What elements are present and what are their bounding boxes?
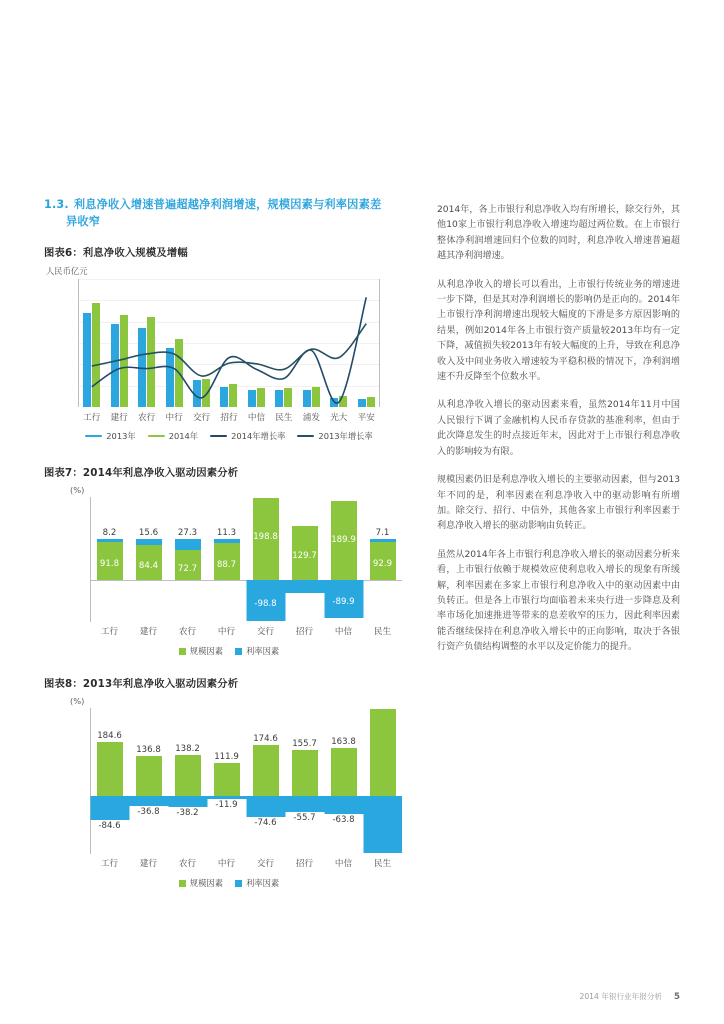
value-label-scale: 111.9 <box>214 751 239 762</box>
positive-stack <box>292 750 318 795</box>
value-label-rate: -98.8 <box>254 598 277 609</box>
figure6-x-axis-labels <box>78 411 380 423</box>
x-axis-label: 招行 <box>220 413 238 423</box>
left-column <box>44 196 414 889</box>
x-axis-label: 农行 <box>178 627 197 637</box>
x-axis-label: 建行 <box>139 627 158 637</box>
scale-factor-segment <box>292 750 318 795</box>
x-axis-label: 建行 <box>110 413 128 423</box>
x-axis-label: 工行 <box>100 627 119 637</box>
legend-label: 2014年 <box>168 431 199 441</box>
legend-swatch-line-icon <box>148 435 165 437</box>
growth-rate-lines <box>78 279 380 407</box>
value-label-rate: -38.2 <box>176 807 199 818</box>
stacked-bar-column <box>246 708 285 854</box>
x-axis-label: 光大 <box>330 413 348 423</box>
legend-label: 利率因素 <box>246 878 280 888</box>
x-axis-label: 农行 <box>178 859 197 869</box>
positive-stack <box>175 755 201 795</box>
x-axis-label: 民生 <box>373 859 392 869</box>
value-label-scale: 129.7 <box>292 550 317 561</box>
x-axis-label: 交行 <box>192 413 211 423</box>
figure8-title: 图表8：2013年利息净收入驱动因素分析 <box>44 678 239 690</box>
stacked-bar-column <box>363 708 402 854</box>
figure6-legend <box>44 430 414 442</box>
value-label-scale: 72.7 <box>177 563 198 574</box>
figure6-title: 图表6：利息净收入规模及增幅 <box>44 247 188 259</box>
value-label-rate: 7.1 <box>375 527 390 538</box>
legend-label: 2013年 <box>106 431 136 441</box>
rate-factor-segment <box>285 580 324 592</box>
stacked-bar-column <box>207 497 246 622</box>
positive-stack <box>175 539 201 581</box>
legend-item <box>210 430 285 442</box>
scale-factor-segment <box>253 745 279 796</box>
legend-label: 规模因素 <box>189 878 223 888</box>
section-heading <box>44 196 414 230</box>
legend-swatch-line-icon <box>297 435 314 437</box>
scale-factor-segment <box>331 748 357 796</box>
x-axis-label: 民生 <box>373 627 392 637</box>
footer-text: 2014 年银行业年报分析 <box>579 992 663 1001</box>
stacked-bar-column <box>129 497 168 622</box>
line-series <box>92 297 367 403</box>
body-paragraph: 从利息净收入增长的驱动因素来看，虽然2014年11月中国人民银行下调了金融机构人民币存贷款的基准利率，但由于此次降息发生的时点接近年末，因此对于上市银行利息净收入的影响较为有限。 <box>437 400 680 457</box>
legend-item <box>235 645 279 657</box>
rate-factor-segment <box>207 796 246 799</box>
positive-stack <box>331 748 357 796</box>
value-label-rate: -29.7 <box>293 593 316 604</box>
rate-factor-segment <box>363 796 402 853</box>
value-label-rate: -63.8 <box>332 815 355 826</box>
stacked-bar-column <box>129 708 168 854</box>
positive-stack <box>136 756 162 796</box>
positive-stack <box>370 709 396 796</box>
x-axis-label: 招行 <box>295 627 314 637</box>
value-label-scale: 184.6 <box>97 730 122 741</box>
stacked-bar-column <box>168 708 207 854</box>
rate-factor-segment <box>246 796 285 818</box>
legend-item <box>235 877 279 889</box>
legend-swatch-box-icon <box>179 880 186 887</box>
body-paragraph: 虽然从2014年各上市银行利息净收入增长的驱动因素分析来看，上市银行依赖于规模效应使利息收入增长的现象有所缓解，利率因素在多家上市银行利息净收入中的驱动因素中由负转正。但是各上市银行均面临着未来央行进一步降息及利率市场化加速推进等带来的息差收窄的压力，因此利率因素能否继续保持在利息净收入增长中的正向影响，取决于各银行资产负债结构调整的水平以及定价能力的提升。 <box>437 549 680 653</box>
figure8-unit-label: (%) <box>70 696 85 706</box>
legend-swatch-box-icon <box>235 880 242 887</box>
section-title-line2: 异收窄 <box>66 215 101 228</box>
value-label-scale: 174.6 <box>253 733 278 744</box>
value-label-scale: 163.8 <box>331 736 356 747</box>
x-axis-label: 工行 <box>83 413 101 423</box>
scale-factor-segment <box>175 755 201 795</box>
x-axis-label: 浦发 <box>302 413 320 423</box>
x-axis-label: 中行 <box>165 413 183 423</box>
value-label-rate: 15.6 <box>138 527 159 538</box>
x-axis-label: 招行 <box>295 859 314 869</box>
figure6-plot-area <box>78 279 380 407</box>
positive-stack <box>136 539 162 581</box>
x-axis-label: 建行 <box>139 859 158 869</box>
legend-label: 2014年增长率 <box>231 431 286 441</box>
value-label-rate: -84.6 <box>98 821 121 832</box>
x-axis-label: 民生 <box>275 413 293 423</box>
value-label-scale: 189.9 <box>331 535 356 546</box>
figure7-legend <box>44 645 414 657</box>
figure7-unit-label: (%) <box>70 485 85 495</box>
stacked-bar-column <box>324 497 363 622</box>
legend-item <box>179 645 223 657</box>
x-axis-label: 中行 <box>217 859 236 869</box>
stacked-bar-column <box>90 708 129 854</box>
scale-factor-segment <box>214 763 240 796</box>
scale-factor-segment <box>136 756 162 796</box>
value-label-rate: -36.8 <box>137 807 160 818</box>
figure7-chart <box>44 497 414 657</box>
scale-factor-segment <box>97 742 123 796</box>
legend-item <box>148 430 198 442</box>
value-label-rate: -89.9 <box>332 597 355 608</box>
figure7-x-axis-labels <box>90 625 402 637</box>
stacked-bar-column <box>90 497 129 622</box>
figure8-chart <box>44 708 414 889</box>
x-axis-label: 中信 <box>334 859 353 869</box>
figure6-unit-label: 人民币亿元 <box>46 266 88 276</box>
value-label-scale: 198.8 <box>253 531 278 542</box>
figure7-title: 图表7：2014年利息净收入驱动因素分析 <box>44 467 239 479</box>
body-paragraph: 规模因素仍旧是利息净收入增长的主要驱动因素，但与2013年不同的是，利率因素在利息净收入中的驱动影响有所增加。除交行、招行、中信外，其他各家上市银行利率因素于利息净收入增长的驱动影响由负转正。 <box>437 475 680 532</box>
x-axis-label: 中信 <box>334 627 353 637</box>
value-label-scale: 92.9 <box>372 559 393 570</box>
stacked-bar-column <box>246 497 285 622</box>
x-axis-label: 农行 <box>138 413 156 423</box>
x-axis-label: 平安 <box>357 413 375 423</box>
legend-label: 利率因素 <box>246 646 280 656</box>
value-label-rate: 8.2 <box>102 527 117 538</box>
rate-factor-segment <box>168 796 207 807</box>
figure8-legend <box>44 877 414 889</box>
legend-swatch-box-icon <box>179 648 186 655</box>
page-footer <box>580 991 680 1002</box>
legend-swatch-line-icon <box>210 435 227 437</box>
x-axis-label: 中信 <box>247 413 266 423</box>
body-paragraph: 2014年，各上市银行利息净收入均有所增长，除交行外，其他10家上市银行利息净收入增速均超过两位数。在上市银行整体净利润增速回归个位数的同时，利息净收入增速普遍超越其净利润增速。 <box>437 205 680 262</box>
legend-item <box>85 430 135 442</box>
x-axis-label: 工行 <box>100 859 119 869</box>
value-label-scale: 136.8 <box>136 744 161 755</box>
legend-label: 2013年增长率 <box>318 431 373 441</box>
stacked-bar-column <box>363 497 402 622</box>
rate-factor-segment <box>175 539 201 550</box>
figure8-x-axis-labels <box>90 857 402 869</box>
x-axis-label: 交行 <box>256 627 275 637</box>
body-paragraph: 从利息净收入的增长可以看出，上市银行传统业务的增速进一步下降，但是其对净利润增长的影响仍是正向的。2014年上市银行净利润增速出现较大幅度的下滑是多方原因影响的结果，例如2014年各上市银行资产质量较2013年均有一定下降，减值损失较2013年有较大幅度的上升，导致在利息净收入及中间业务收入增速较为平稳积极的情况下，净利润增速不升反降至个位数水平。 <box>437 279 680 383</box>
value-label-rate: 11.3 <box>216 527 237 538</box>
value-label-rate: -55.7 <box>293 812 316 823</box>
stacked-bar-column <box>207 708 246 854</box>
positive-stack <box>97 742 123 796</box>
section-number: 1.3. <box>44 198 69 211</box>
x-axis-label: 中行 <box>217 627 236 637</box>
legend-swatch-box-icon <box>235 648 242 655</box>
legend-label: 规模因素 <box>189 646 223 656</box>
legend-swatch-line-icon <box>85 435 102 437</box>
value-label-rate: -11.9 <box>215 800 238 811</box>
legend-item <box>179 877 223 889</box>
body-text-column <box>437 203 680 656</box>
rate-factor-segment <box>129 796 168 807</box>
stacked-bar-column <box>285 497 324 622</box>
figure7-plot-area <box>90 497 402 622</box>
scale-factor-segment <box>370 709 396 796</box>
value-label-scale: 88.7 <box>216 560 237 570</box>
figure8-plot-area <box>90 708 402 854</box>
stacked-bar-column <box>285 708 324 854</box>
value-label-scale: 91.8 <box>99 559 120 570</box>
legend-item <box>297 430 372 442</box>
value-label-rate: -74.6 <box>254 818 277 829</box>
positive-stack <box>253 745 279 796</box>
stacked-bar-column <box>324 708 363 854</box>
x-axis-label: 交行 <box>256 859 275 869</box>
rate-factor-segment <box>324 796 363 815</box>
stacked-bar-column <box>168 497 207 622</box>
section-title-line1: 利息净收入增速普遍超越净利润增速，规模因素与利率因素差 <box>73 198 382 211</box>
value-label-scale: 84.4 <box>138 560 159 571</box>
rate-factor-segment <box>90 796 129 821</box>
value-label-scale: 138.2 <box>175 744 200 755</box>
figure6-chart <box>44 279 414 442</box>
value-label-scale: 155.7 <box>292 739 317 750</box>
value-label-rate: 27.3 <box>177 527 198 538</box>
page-number: 5 <box>674 992 680 1002</box>
rate-factor-segment <box>285 796 324 812</box>
positive-stack <box>214 763 240 796</box>
